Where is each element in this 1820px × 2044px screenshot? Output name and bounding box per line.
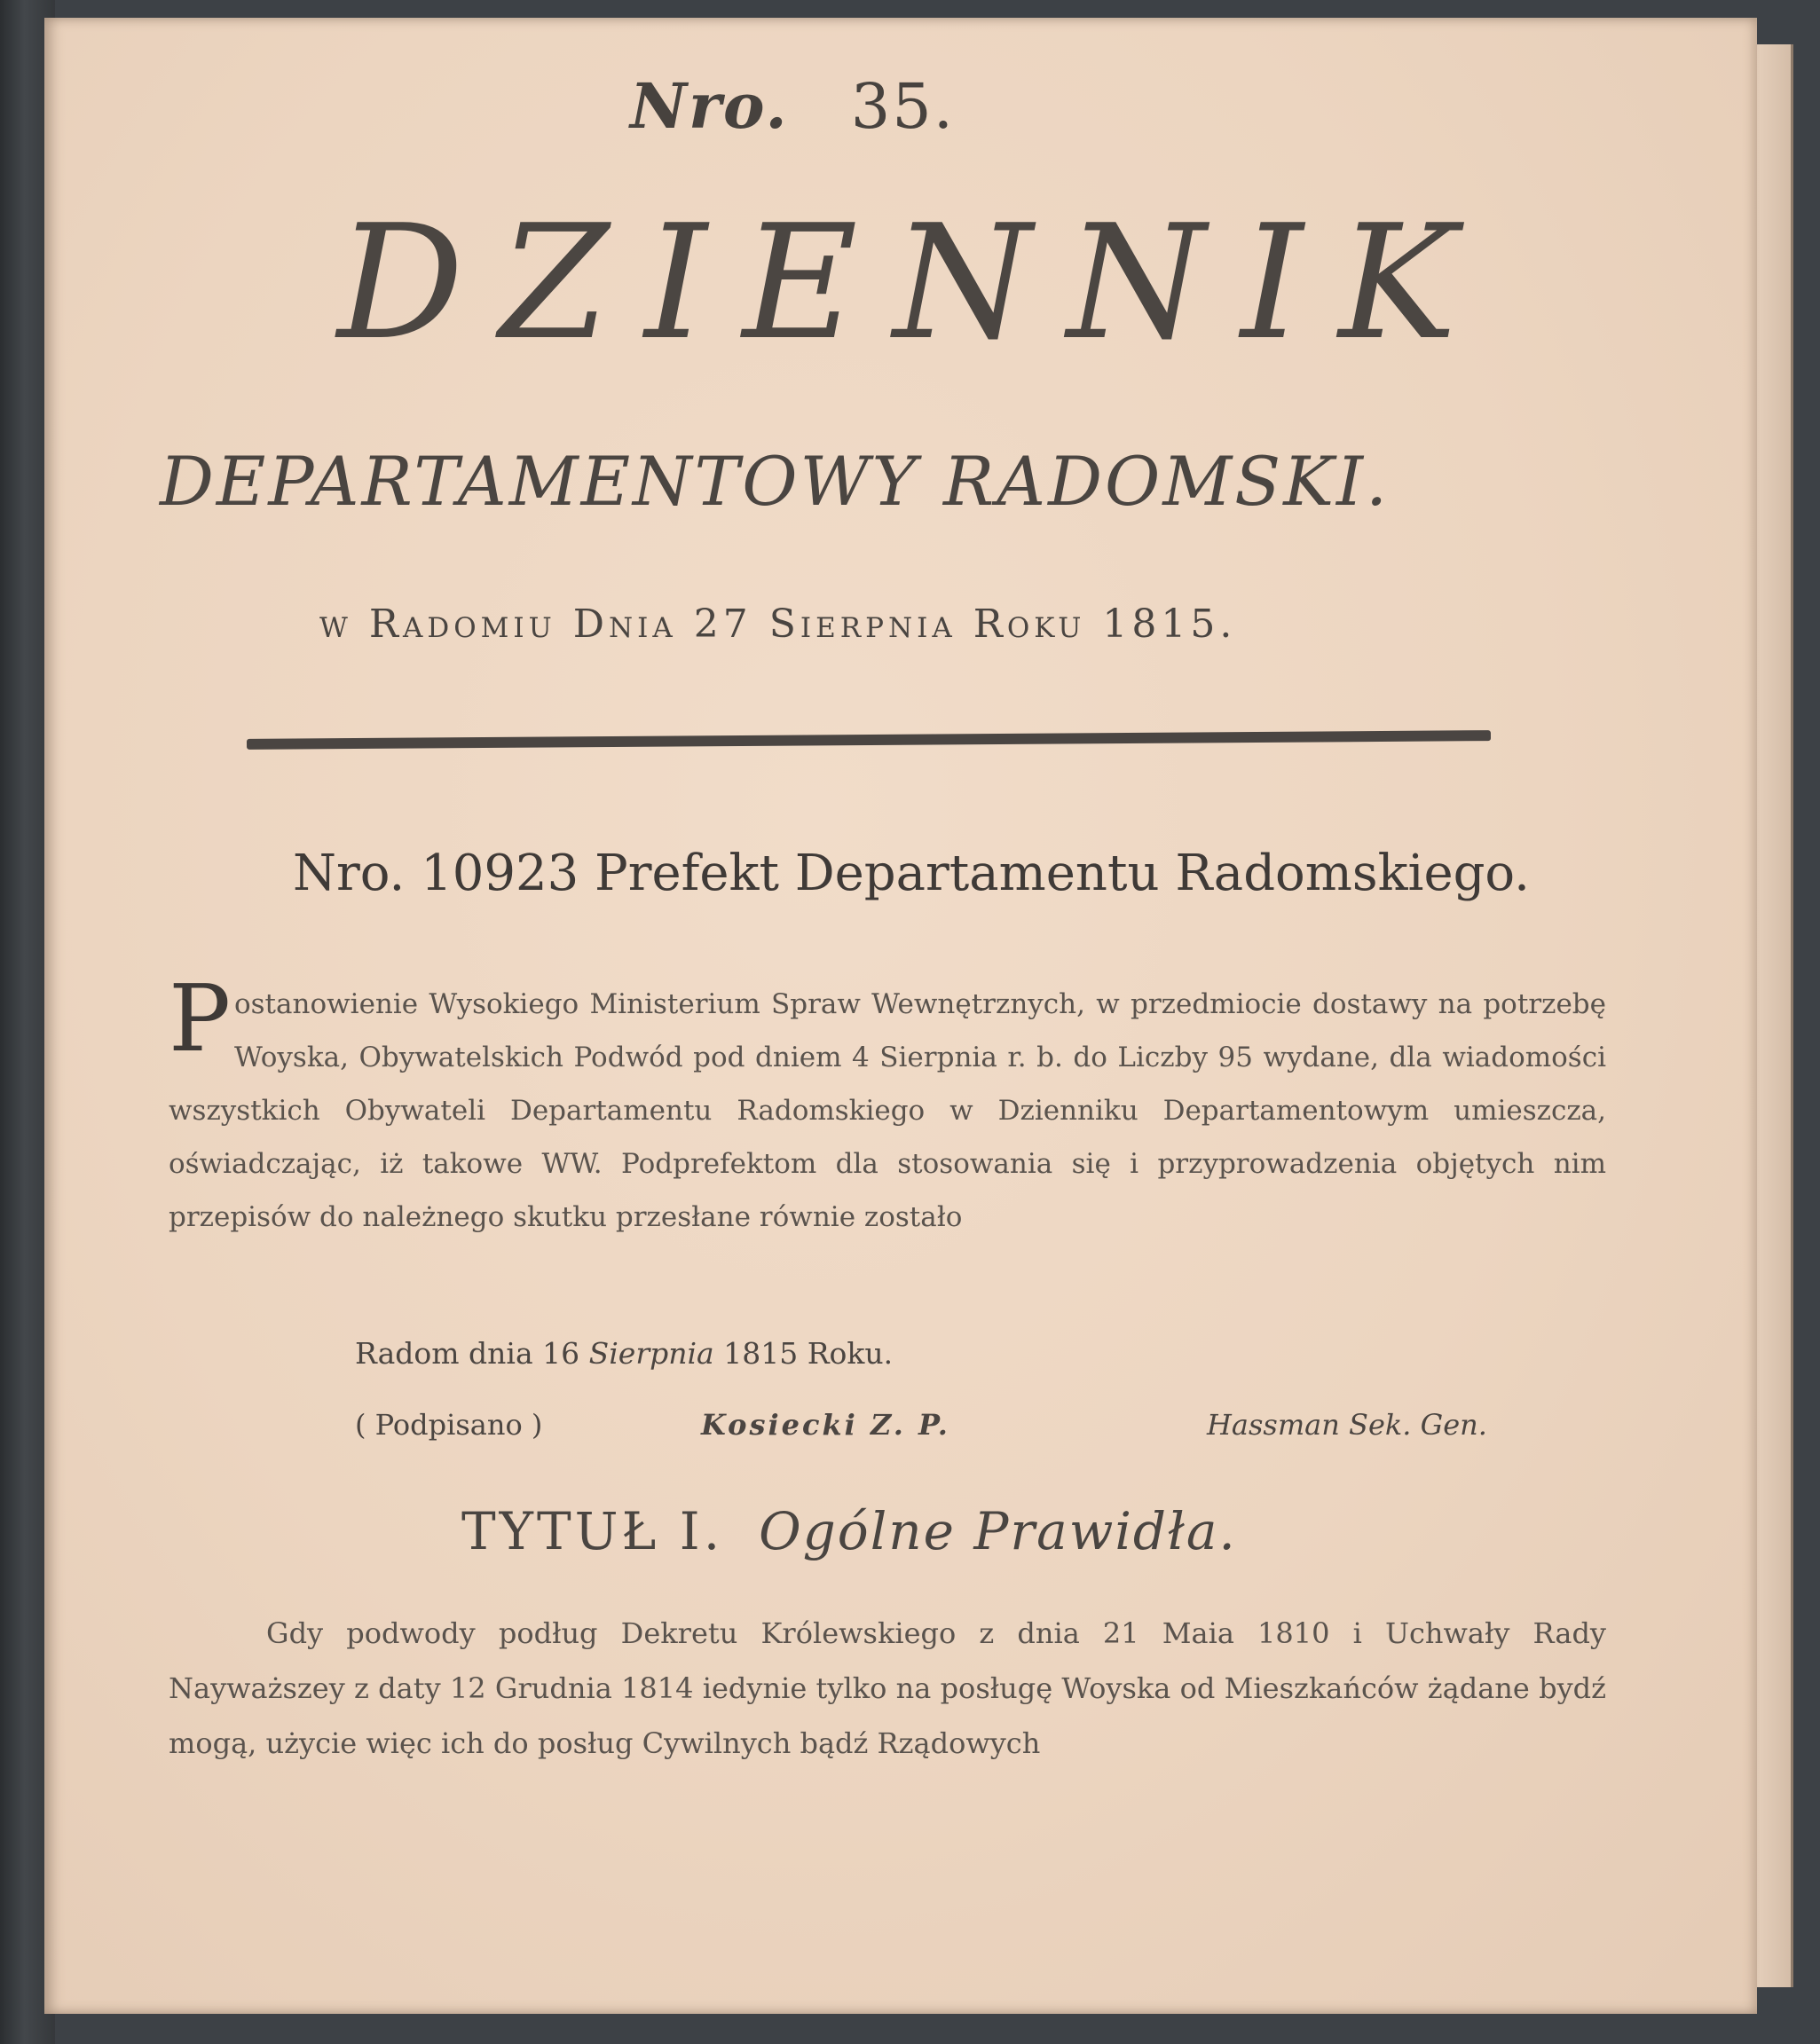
section-body-text: Gdy podwody podług Dekretu Królewskiego z dnia 21 Maia 1810 i Uchwały Rady Nayważszey z daty 12 Grudnia 1814 iedynie tylko na posługę Woyska od Mieszkańców żądane bydź mogą, użycie więc ich do posług Cywilnych bądź Rządowych [169,1616,1606,1760]
issue-number-value: 35. [850,70,956,143]
notice-date-day: Radom dnia 16 [355,1336,580,1371]
issue-dateline: w Radomiu Dnia 27 Sierpnia Roku 1815. [319,601,1237,647]
notice-date-month: Sierpnia [588,1336,714,1371]
newspaper-title: DZIENNIK [337,191,1493,374]
notice-date [355,1336,1154,1371]
issue-number [630,69,1091,143]
notice-heading: Nro. 10923 Prefekt Departamentu Radomskiego. [293,845,1530,902]
section-name: Ogólne Prawidła. [759,1501,1237,1561]
signer-secretary: Hassman Sek. Gen. [1207,1408,1487,1442]
section-body [169,1606,1606,1771]
issue-number-label: Nro. [630,69,789,143]
newspaper-subtitle: DEPARTAMENTOWY RADOMSKI. [160,442,1391,521]
header-divider [247,730,1491,750]
notice-date-year: 1815 Roku. [723,1336,894,1371]
newspaper-page [44,18,1757,2014]
notice-body [169,964,1606,1244]
section-number: TYTUŁ I. [461,1501,724,1561]
drop-cap: P [169,964,231,1073]
signer-prefect: Kosiecki Z. P. [701,1408,950,1442]
signed-label: ( Podpisano ) [355,1408,543,1442]
section-title [461,1501,1526,1561]
notice-body-text: ostanowienie Wysokiego Ministerium Spraw Wewnętrznych, w przedmiocie dostawy na potrzebę Woyska, Obywatelskich Podwód pod dniem 4 Sierpnia r. b. do Liczby 95 wydane, dla wiadomości wszystkich Obywateli Departamentu Radomskiego w Dzienniku Departamentowym umieszcza, oświadczając, iż takowe WW. Podprefektom dla stosowania się i przyprowadzenia objętych nim przepisów do należnego skutku przesłane równie zostało [169,988,1606,1233]
